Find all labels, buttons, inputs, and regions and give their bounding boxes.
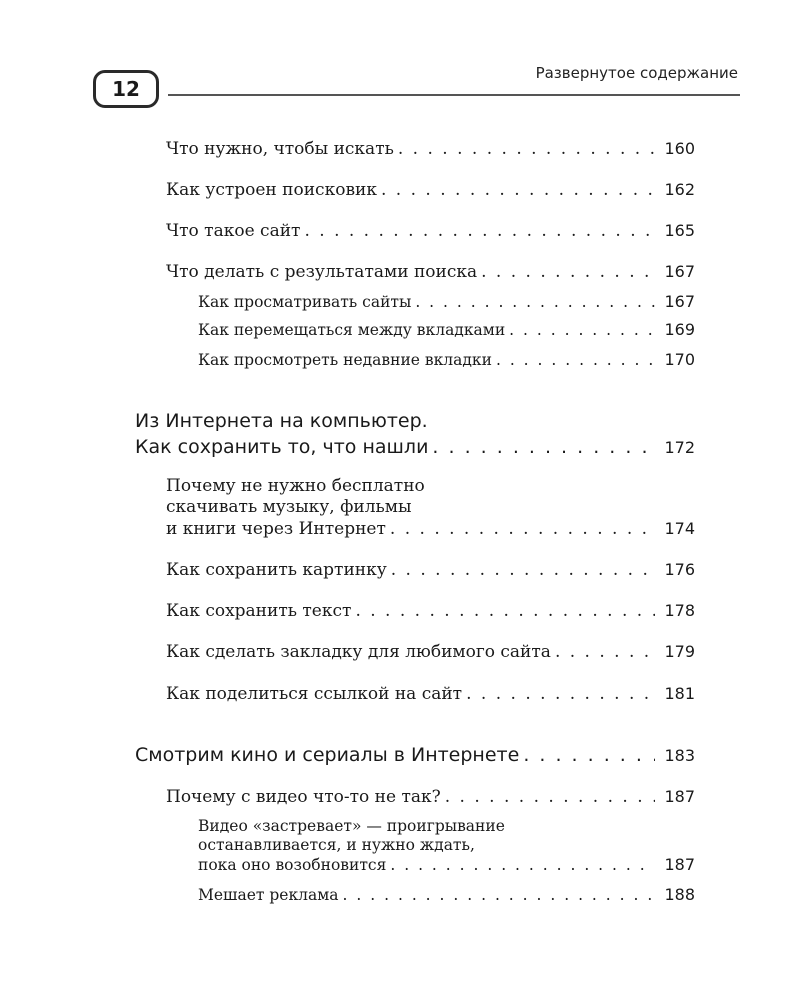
toc-entry-title: Как сохранить картинку: [166, 560, 387, 580]
dot-leader: [523, 744, 655, 766]
dot-leader: [398, 139, 655, 159]
toc-entry-title: Видео «застревает» — проигрывание: [198, 817, 505, 835]
toc-entry[interactable]: [166, 139, 695, 159]
toc-subentry[interactable]: [198, 885, 695, 904]
toc-entry[interactable]: [166, 684, 695, 704]
toc-entry-title: Как просмотреть недавние вкладки: [198, 351, 492, 369]
toc-page-number: 181: [664, 684, 695, 703]
toc-entry-title: Смотрим кино и сериалы в Интернете: [135, 744, 520, 766]
toc-entry[interactable]: [166, 476, 695, 540]
toc-page-number: 179: [664, 642, 695, 661]
toc-entry-title: останавливается, и нужно ждать,: [198, 836, 475, 854]
toc-entry-title: Как сохранить то, что нашли: [135, 436, 429, 458]
toc-entry-title: Что делать с результатами поиска: [166, 262, 478, 282]
toc-page-number: 187: [664, 787, 695, 806]
dot-leader: [555, 642, 655, 662]
toc-entry-title: Как устроен поисковик: [166, 180, 377, 200]
toc-entry-title: Почему с видео что-то не так?: [166, 787, 441, 807]
toc-page-number: 165: [664, 221, 695, 240]
toc-entry-title: и книги через Интернет: [166, 519, 386, 539]
toc-entry[interactable]: [166, 787, 695, 807]
toc-page-number: 187: [664, 855, 695, 874]
toc-page-number: 167: [664, 292, 695, 311]
toc-entry-title: Что такое сайт: [166, 221, 301, 241]
dot-leader: [432, 434, 655, 460]
toc-entry-title: пока оно возобновится: [198, 856, 387, 874]
dot-leader: [355, 601, 655, 621]
dot-leader: [390, 519, 655, 540]
dot-leader: [415, 293, 655, 311]
header-rule: [168, 94, 740, 96]
toc-entry-title: Что нужно, чтобы искать: [166, 139, 394, 159]
toc-page-number: 169: [664, 320, 695, 339]
dot-leader: [391, 560, 655, 580]
toc-subentry[interactable]: [198, 320, 695, 339]
dot-leader: [481, 262, 655, 282]
toc-chapter[interactable]: [135, 408, 695, 461]
toc-entry-title: Как просматривать сайты: [198, 293, 412, 311]
dot-leader: [496, 351, 655, 369]
toc-chapter[interactable]: [135, 744, 695, 766]
dot-leader: [304, 221, 655, 241]
toc-entry[interactable]: [166, 262, 695, 282]
toc-entry-title: Из Интернета на компьютер.: [135, 410, 428, 432]
toc-page-number: 188: [664, 885, 695, 904]
toc-page-number: 162: [664, 180, 695, 199]
dot-leader: [445, 787, 655, 807]
toc-entry-title: Как поделиться ссылкой на сайт: [166, 684, 463, 704]
toc-subentry[interactable]: [198, 292, 695, 311]
toc-page-number: 183: [664, 746, 695, 765]
toc-page-number: 170: [664, 350, 695, 369]
toc-entry-title: Почему не нужно бесплатно: [166, 476, 425, 496]
toc-entry-title: Мешает реклама: [198, 886, 339, 904]
running-header: Развернутое содержание: [535, 64, 738, 82]
toc-entry[interactable]: [166, 180, 695, 200]
toc-page-number: 160: [664, 139, 695, 158]
toc-entry-title: Как сделать закладку для любимого сайта: [166, 642, 551, 662]
dot-leader: [390, 856, 655, 875]
toc-entry-title: скачивать музыку, фильмы: [166, 497, 412, 517]
toc-page-number: 178: [664, 601, 695, 620]
toc-subentry[interactable]: [198, 817, 695, 875]
toc-page-number: 172: [664, 438, 695, 457]
toc-page-number: 167: [664, 262, 695, 281]
dot-leader: [466, 684, 655, 704]
dot-leader: [343, 886, 655, 904]
toc-entry[interactable]: [166, 601, 695, 621]
toc-entry-title: Как перемещаться между вкладками: [198, 321, 506, 339]
toc-entry[interactable]: [166, 642, 695, 662]
toc-page-number: 176: [664, 560, 695, 579]
toc-page-number: 174: [664, 519, 695, 538]
dot-leader: [509, 321, 655, 339]
toc-subentry[interactable]: [198, 350, 695, 369]
page-number: 12: [93, 70, 159, 108]
toc-entry[interactable]: [166, 560, 695, 580]
toc-entry[interactable]: [166, 221, 695, 241]
toc-entry-title: Как сохранить текст: [166, 601, 352, 621]
dot-leader: [381, 180, 655, 200]
